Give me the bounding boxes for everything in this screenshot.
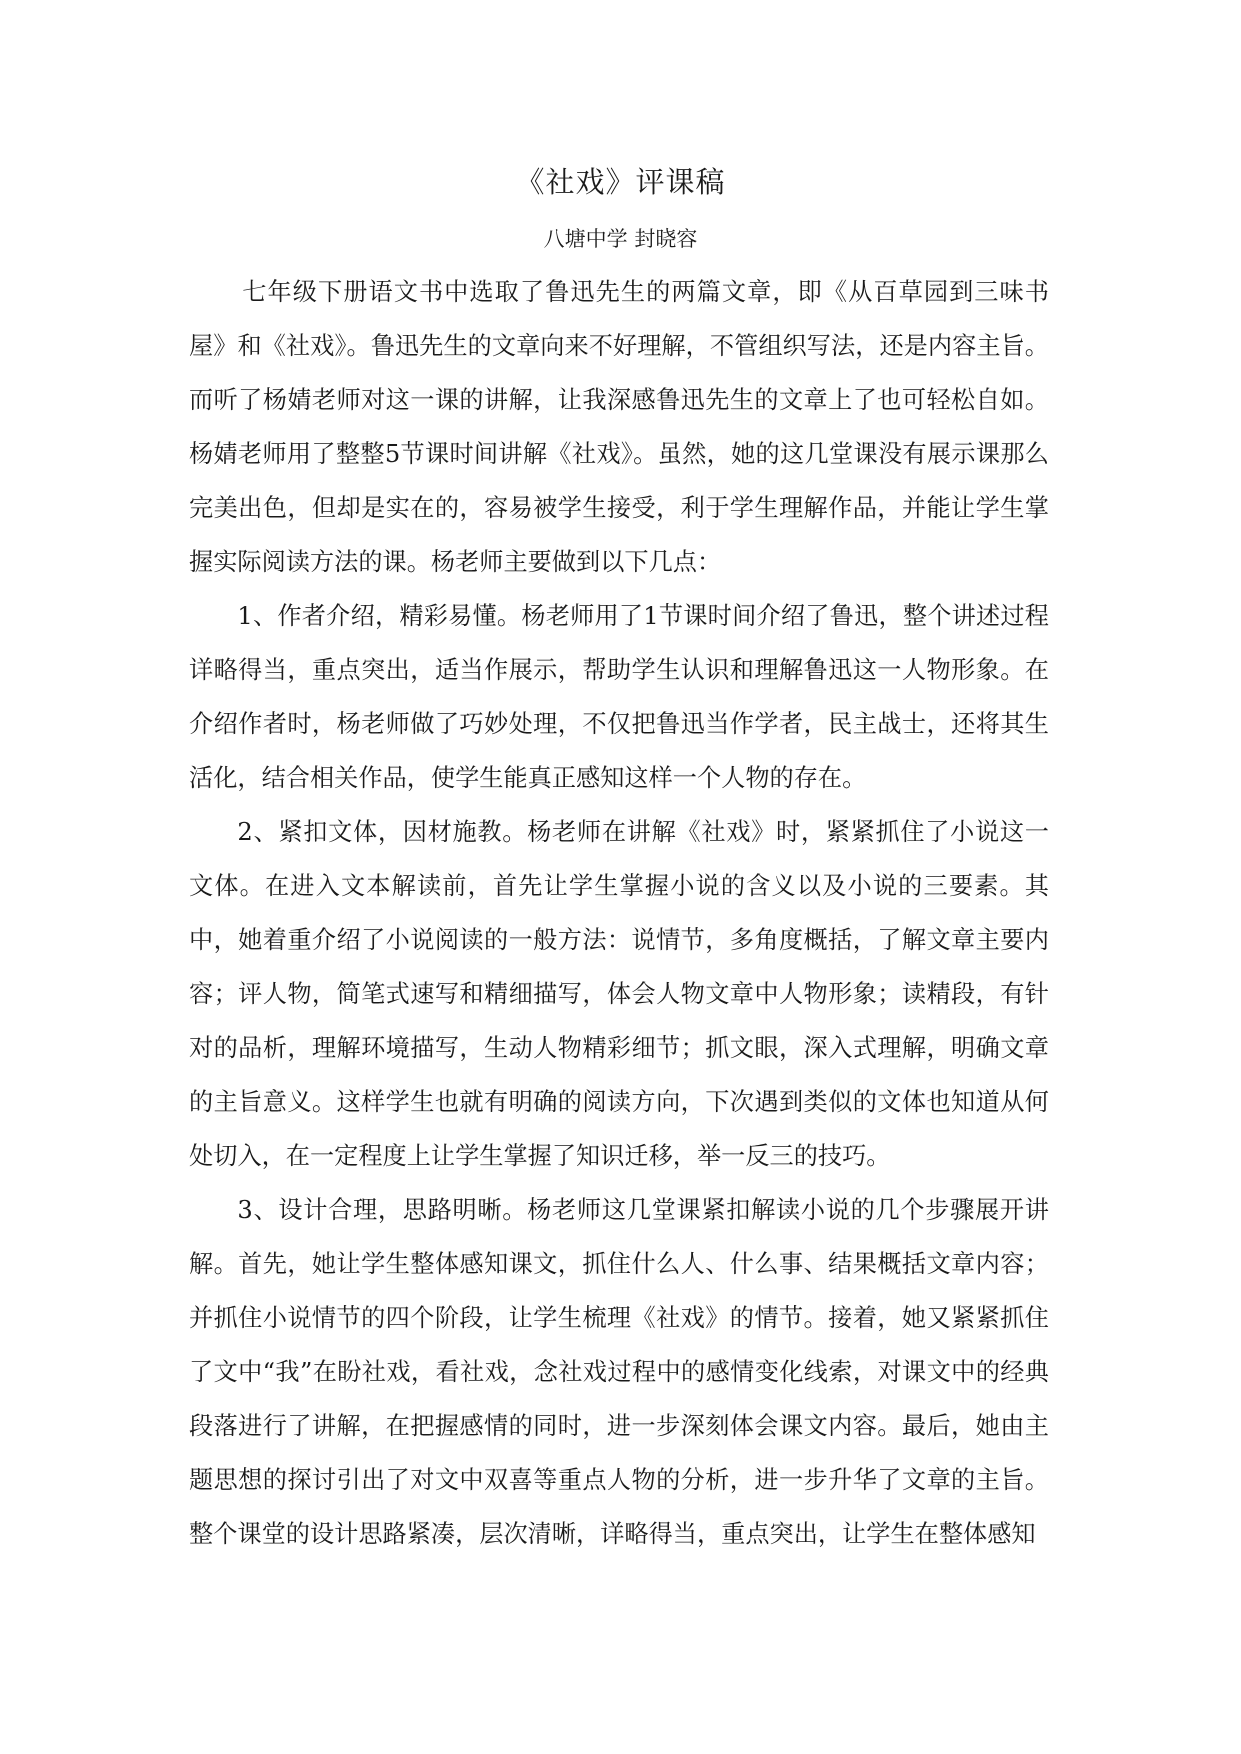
document-body xyxy=(189,265,1049,1561)
paragraph-point-2: 2、紧扣文体，因材施教。杨老师在讲解《社戏》时，紧紧抓住了小说这一文体。在进入文本解读前，首先让学生掌握小说的含义以及小说的三要素。其中，她着重介绍了小说阅读的一般方法：说情节，多角度概括，了解文章主要内容；评人物，简笔式速写和精细描写，体会人物文章中人物形象；读精段，有针对的品析，理解环境描写，生动人物精彩细节；抓文眼，深入式理解，明确文章的主旨意义。这样学生也就有明确的阅读方向，下次遇到类似的文体也知道从何处切入，在一定程度上让学生掌握了知识迁移，举一反三的技巧。 xyxy=(189,818,1049,1170)
paragraph-intro: 七年级下册语文书中选取了鲁迅先生的两篇文章，即《从百草园到三味书屋》和《社戏》。鲁迅先生的文章向来不好理解，不管组织写法，还是内容主旨。而听了杨婧老师对这一课的讲解，让我深感鲁迅先生的文章上了也可轻松自如。杨婧老师用了整整5节课时间讲解《社戏》。虽然，她的这几堂课没有展示课那么完美出色，但却是实在的，容易被学生接受，利于学生理解作品，并能让学生掌握实际阅读方法的课。杨老师主要做到以下几点： xyxy=(189,278,1049,576)
document-title: 《社戏》评课稿 xyxy=(515,165,726,199)
paragraph-point-1: 1、作者介绍，精彩易懂。杨老师用了1节课时间介绍了鲁迅，整个讲述过程详略得当，重点突出，适当作展示，帮助学生认识和理解鲁迅这一人物形象。在介绍作者时，杨老师做了巧妙处理，不仅把鲁迅当作学者，民主战士，还将其生活化，结合相关作品，使学生能真正感知这样一个人物的存在。 xyxy=(189,602,1049,792)
document-author: 八塘中学 封晓容 xyxy=(543,227,698,251)
paragraph-point-3: 3、设计合理，思路明晰。杨老师这几堂课紧扣解读小说的几个步骤展开讲解。首先，她让学生整体感知课文，抓住什么人、什么事、结果概括文章内容；并抓住小说情节的四个阶段，让学生梳理《社戏》的情节。接着，她又紧紧抓住了文中“我”在盼社戏，看社戏，念社戏过程中的感情变化线索，对课文中的经典段落进行了讲解，在把握感情的同时，进一步深刻体会课文内容。最后，她由主题思想的探讨引出了对文中双喜等重点人物的分析，进一步升华了文章的主旨。整个课堂的设计思路紧凑，层次清晰，详略得当，重点突出，让学生在整体感知 xyxy=(189,1196,1049,1548)
